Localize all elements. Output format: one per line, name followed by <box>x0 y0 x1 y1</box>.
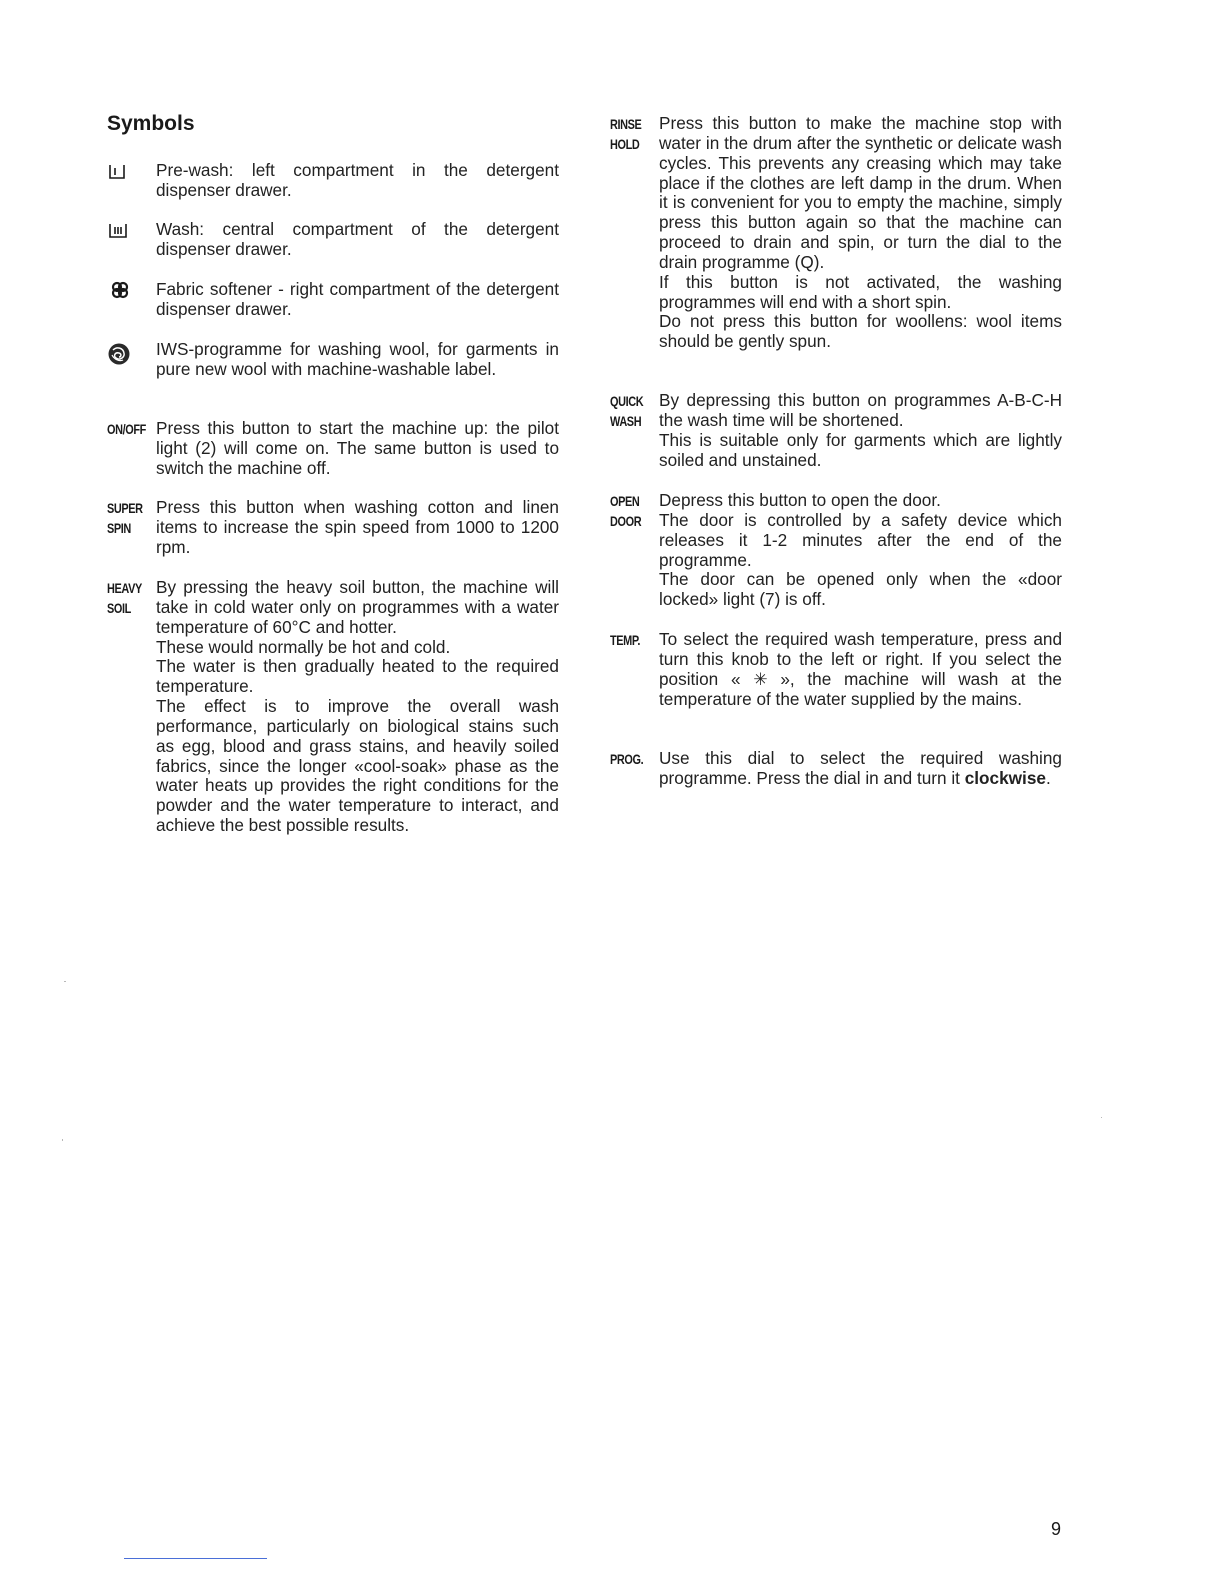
scan-speck <box>64 981 66 982</box>
symbol-text: Wash: central compartment of the detergent dispenser drawer. <box>156 219 559 259</box>
button-description-open-door <box>610 491 1062 610</box>
button-description-super-spin <box>107 498 559 558</box>
button-label: RINSE HOLD <box>610 116 642 152</box>
description-paragraph: By pressing the heavy soil button, the machine will take in cold water only on programmes with a water temperature of 60°C and hotter. <box>156 577 559 637</box>
scan-speck <box>62 1139 63 1141</box>
description-paragraph: Depress this button to open the door. <box>659 490 941 510</box>
description-paragraph: If this button is not activated, the washing programmes will end with a short spin. <box>659 271 1062 312</box>
symbol-item-iws-wool <box>107 340 559 380</box>
description-paragraph: Use this dial to select the required washing programme. Press the dial in and turn it clockwise. <box>659 748 1062 788</box>
description-paragraph: The door is controlled by a safety device which releases it 1-2 minutes after the end of the programme. <box>659 509 1062 570</box>
description-paragraph: By depressing this button on programmes A-B-C-H the wash time will be shortened. <box>659 390 1062 430</box>
footer-rule <box>124 1558 267 1559</box>
button-label: SUPER SPIN <box>107 500 143 536</box>
prewash-compartment-icon <box>107 161 156 181</box>
description-paragraph: These would normally be hot and cold. <box>156 636 451 657</box>
description-paragraph: Press this button to make the machine stop with water in the drum after the synthetic or delicate wash cycles. This prevents any creasing which may take place if the clothes are left damp in the drum. When it is convenient for you to empty the machine, simply press this button again so that the machine can proceed to drain and spin, or turn the dial to the drain programme (Q). <box>659 113 1062 272</box>
button-label: HEAVY SOIL <box>107 580 142 616</box>
iws-wool-icon <box>107 340 156 360</box>
button-label: ON/OFF <box>107 421 146 437</box>
button-description-heavy-soil <box>107 578 559 836</box>
symbol-item-wash <box>107 220 559 260</box>
button-description-rinse-hold <box>610 114 1062 352</box>
symbol-text: Fabric softener - right compartment of the detergent dispenser drawer. <box>156 279 559 319</box>
button-description-quick-wash <box>610 391 1062 470</box>
button-label: TEMP. <box>610 632 641 648</box>
description-paragraph: To select the required wash temperature, press and turn this knob to the left or right. If you select the position « ✳ », the machine will wash at the temperature of the water supplied by the mains. <box>659 629 1062 709</box>
fabric-softener-icon <box>107 280 156 300</box>
symbol-item-fabric-softener <box>107 280 559 320</box>
description-paragraph: Press this button to start the machine up: the pilot light (2) will come on. The same button is used to switch the machine off. <box>156 418 559 478</box>
scan-speck <box>1101 1117 1102 1118</box>
button-description-prog <box>610 749 1062 789</box>
section-heading: Symbols <box>107 112 195 135</box>
emphasis-clockwise: clockwise <box>964 767 1046 788</box>
button-description-onoff <box>107 419 559 479</box>
description-paragraph: Press this button when washing cotton and linen items to increase the spin speed from 1000 to 1200 rpm. <box>156 497 559 557</box>
button-description-temp <box>610 630 1062 709</box>
wash-compartment-icon <box>107 220 156 240</box>
button-label: OPEN DOOR <box>610 493 642 529</box>
button-label: QUICK WASH <box>610 393 644 429</box>
button-label: PROG. <box>610 751 644 767</box>
symbol-item-prewash <box>107 161 559 201</box>
symbol-text: IWS-programme for washing wool, for garments in pure new wool with machine-washable label. <box>156 339 559 379</box>
page-number: 9 <box>1051 1519 1062 1539</box>
description-paragraph: Do not press this button for woollens: wool items should be gently spun. <box>659 311 1062 352</box>
description-paragraph: The effect is to improve the overall wash performance, particularly on biological stains such as egg, blood and grass stains, and heavily soiled fabrics, since the longer «cool-soak» phase as the water heats up provides the right conditions for the powder and the water temperature to interact, and achieve the best possible results. <box>156 696 559 836</box>
description-paragraph: This is suitable only for garments which are lightly soiled and unstained. <box>659 429 1062 470</box>
symbol-text: Pre-wash: left compartment in the detergent dispenser drawer. <box>156 160 559 200</box>
description-paragraph: The door can be opened only when the «door locked» light (7) is off. <box>659 569 1062 610</box>
description-paragraph: The water is then gradually heated to the required temperature. <box>156 656 559 697</box>
